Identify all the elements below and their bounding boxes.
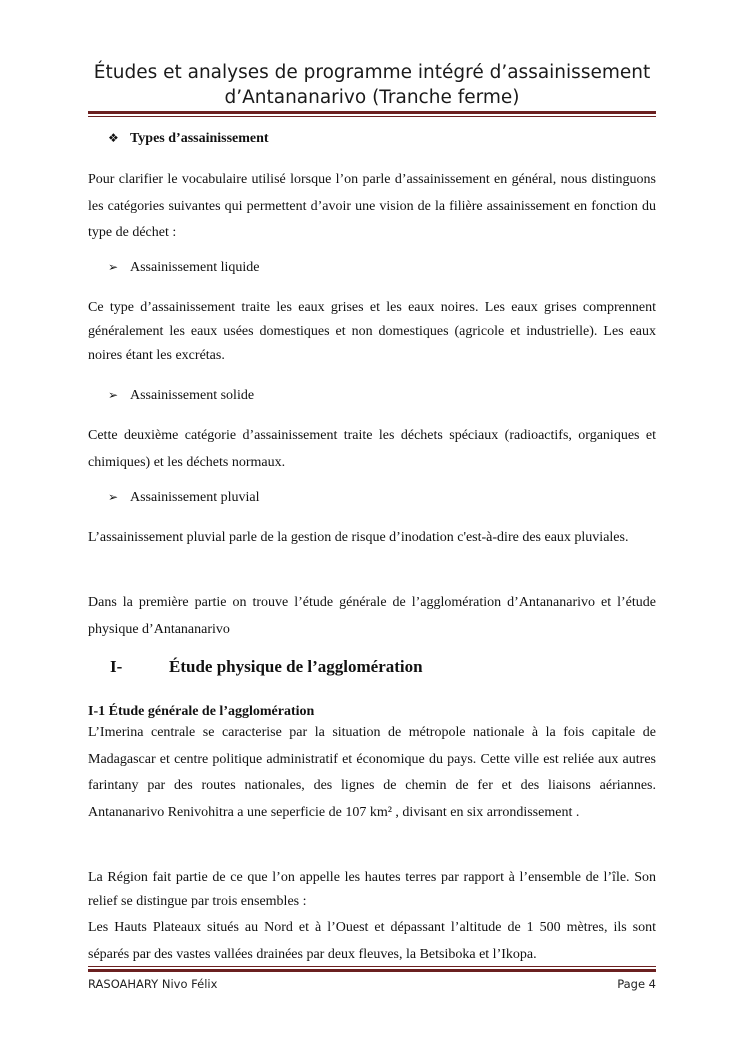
category-pluvial xyxy=(108,490,260,506)
category-solide xyxy=(108,388,254,404)
header-title-line-2: d’Antananarivo (Tranche ferme) xyxy=(224,87,520,108)
category-solide-paragraph: Cette deuxième catégorie d’assainissement traite les déchets spéciaux (radioactifs, organiques et chimiques) et les déchets normaux. xyxy=(88,428,656,470)
category-label: Assainissement liquide xyxy=(130,260,260,275)
arrow-bullet-icon: ➢ xyxy=(108,260,119,274)
types-heading-label: Types d’assainissement xyxy=(130,131,269,146)
category-pluvial-paragraph: L’assainissement pluvial parle de la gestion de risque d’inodation c'est-à-dire des eaux pluviales. xyxy=(88,530,629,545)
section-number: I- xyxy=(110,657,123,676)
section-heading xyxy=(110,657,423,677)
header-title-line-1: Études et analyses de programme intégré d’assainissement xyxy=(93,62,651,83)
diamond-star-icon: ❖ xyxy=(108,131,119,145)
category-label: Assainissement solide xyxy=(130,388,255,403)
section-title: Étude physique de l’agglomération xyxy=(169,657,423,676)
header-rule-thick xyxy=(88,111,656,114)
category-label: Assainissement pluvial xyxy=(130,490,260,505)
header-rule-thin xyxy=(88,116,656,117)
footer-page-number: Page 4 xyxy=(617,977,656,991)
first-part-paragraph: Dans la première partie on trouve l’étude générale de l’agglomération d’Antananarivo et l’étude physique d’Antananarivo xyxy=(88,595,656,637)
category-liquide-paragraph: Ce type d’assainissement traite les eaux grises et les eaux noires. Les eaux grises comprennent généralement les eaux usées domestiques et non domestiques (agricole et industrielle). Les eaux noires étant les excrétas. xyxy=(88,300,656,363)
arrow-bullet-icon: ➢ xyxy=(108,490,119,504)
subsection-paragraph-3: Les Hauts Plateaux situés au Nord et à l’Ouest et dépassant l’altitude de 1 500 mètres, ils sont séparés par des vastes vallées drainées par deux fleuves, la Betsiboka et l’Ikopa. xyxy=(88,920,656,962)
subsection-paragraph-2: La Région fait partie de ce que l’on appelle les hautes terres par rapport à l’ensemble de l’île. Son relief se distingue par trois ensembles : xyxy=(88,870,656,909)
footer-rule-thin xyxy=(88,966,656,967)
subsection-paragraph-1: L’Imerina centrale se caracterise par la situation de métropole nationale à la fois capitale de Madagascar et centre politique administratif et économique du pays. Cette ville est reliée aux autres farintany par des routes nationales, des lignes de chemin de fer et des liaisons aériannes. Antananarivo Renivohitra a une seperficie de 107 km² , divisant en six arrondissement . xyxy=(88,725,656,820)
subsection-heading: I-1 Étude générale de l’agglomération xyxy=(88,704,315,719)
footer-author: RASOAHARY Nivo Félix xyxy=(88,977,218,991)
types-heading xyxy=(108,131,269,147)
arrow-bullet-icon: ➢ xyxy=(108,388,119,402)
running-header xyxy=(88,60,656,110)
category-liquide xyxy=(108,260,260,276)
types-intro-paragraph: Pour clarifier le vocabulaire utilisé lorsque l’on parle d’assainissement en général, nous distinguons les catégories suivantes qui permettent d’avoir une vision de la filière assainissement en fonction du type de déchet : xyxy=(88,172,656,240)
footer-rule-thick xyxy=(88,969,656,972)
